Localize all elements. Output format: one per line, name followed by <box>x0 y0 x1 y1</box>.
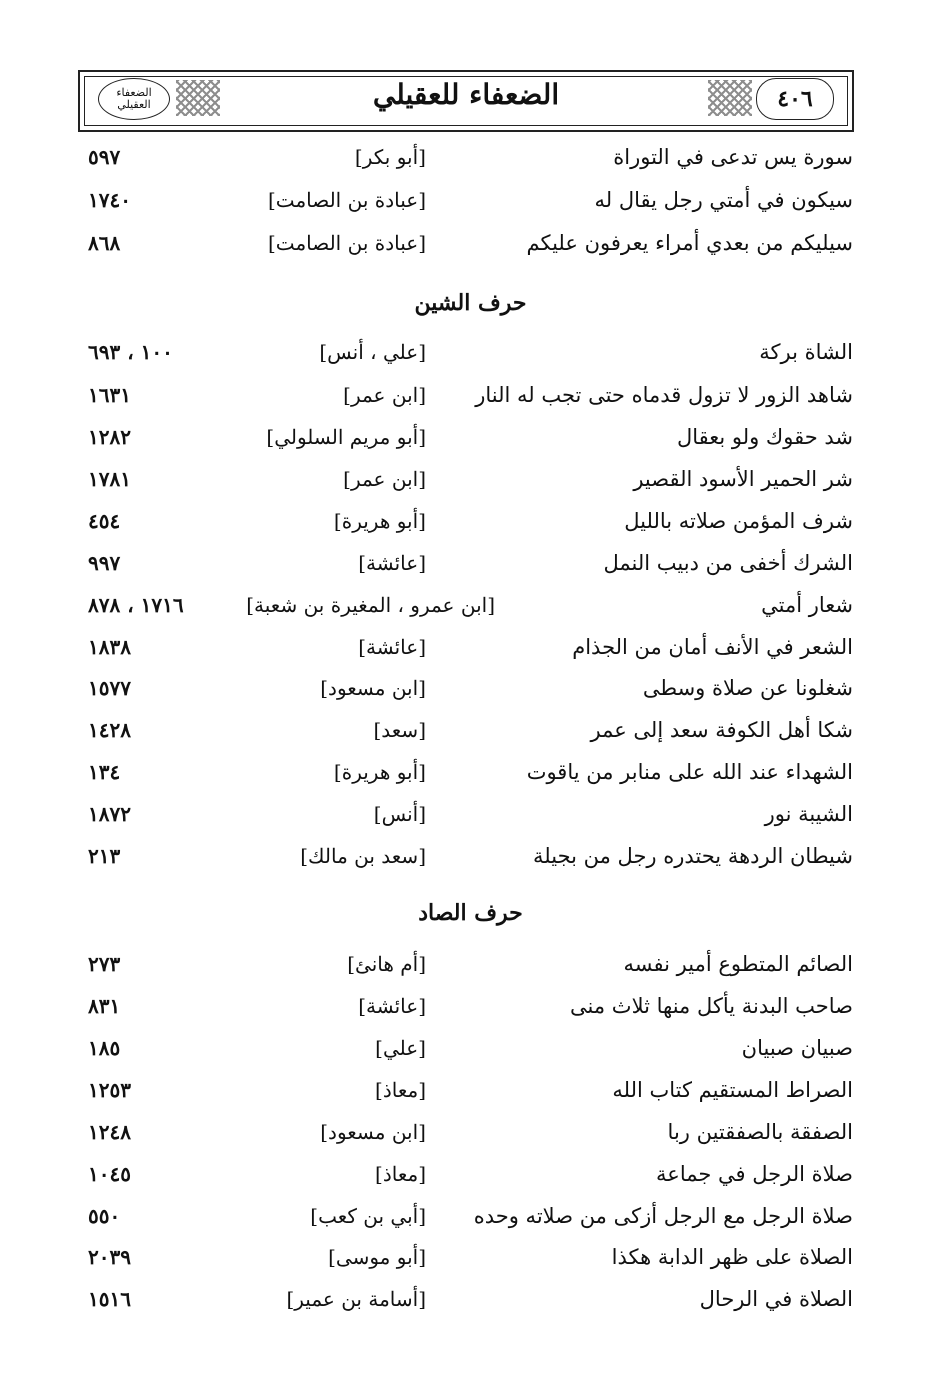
index-entry-row <box>0 1036 941 1072</box>
entry-text: شيطان الردهة يحتدره رجل من بجيلة <box>533 844 853 868</box>
entry-page-number: ٨٦٨ <box>88 231 121 255</box>
index-entry-row <box>0 844 941 880</box>
entry-page-number: ٤٥٤ <box>88 509 121 533</box>
entry-page-number: ١٨٣٨ <box>88 635 131 659</box>
book-seal-logo: الضعفاء العقيلي <box>98 78 170 120</box>
entry-page-number: ١٨٥ <box>88 1036 121 1060</box>
entry-page-number: ١٢٤٨ <box>88 1120 131 1144</box>
index-entry-row <box>0 952 941 988</box>
entry-text: الصفقة بالصفقتين ربا <box>667 1120 853 1144</box>
entry-narrator: [أنس] <box>373 802 426 826</box>
index-entry-row <box>0 509 941 545</box>
entry-narrator: [ابن مسعود] <box>320 676 426 700</box>
entry-text: الشاة بركة <box>759 340 853 364</box>
entry-narrator: [عبادة بن الصامت] <box>268 188 426 212</box>
entry-text: سيكون في أمتي رجل يقال له <box>594 188 853 212</box>
index-entry-row <box>0 1245 941 1281</box>
entry-text: الشيبة نور <box>764 802 853 826</box>
entry-page-number: ١٢٨٢ <box>88 425 131 449</box>
entry-narrator: [أبو مريم السلولي] <box>266 425 426 449</box>
index-entry-row <box>0 802 941 838</box>
entry-page-number: ١٦٣١ <box>88 383 131 407</box>
index-entry-row <box>0 1287 941 1323</box>
index-entry-row <box>0 425 941 461</box>
entry-text: شكا أهل الكوفة سعد إلى عمر <box>590 718 853 742</box>
entry-narrator: [ابن عمر] <box>343 467 426 491</box>
entry-text: شعار أمتي <box>761 593 853 617</box>
index-entry-row <box>0 1120 941 1156</box>
index-entry-row <box>0 1162 941 1198</box>
entry-page-number: ١٤٢٨ <box>88 718 131 742</box>
entry-text: صلاة الرجل في جماعة <box>656 1162 853 1186</box>
entry-narrator: [سعد بن مالك] <box>300 844 426 868</box>
entry-text: شاهد الزور لا تزول قدماه حتى تجب له النار <box>475 383 853 407</box>
entry-narrator: [عائشة] <box>358 635 426 659</box>
entry-page-number: ٥٩٧ <box>88 145 121 169</box>
entry-text: شر الحمير الأسود القصير <box>633 467 853 491</box>
book-title: الضعفاء للعقيلي <box>372 78 560 111</box>
entry-text: الصائم المتطوع أمير نفسه <box>623 952 853 976</box>
index-entry-row <box>0 231 941 267</box>
entry-narrator: [أبي بن كعب] <box>310 1204 426 1228</box>
entry-text: شغلونا عن صلاة وسطى <box>642 676 853 700</box>
entry-page-number: ٢١٣ <box>88 844 121 868</box>
entry-text: صاحب البدنة يأكل منها ثلاث منى <box>570 994 853 1018</box>
index-entry-row <box>0 676 941 712</box>
entry-text: الشرك أخفى من دبيب النمل <box>603 551 853 575</box>
entry-page-number: ١٠٤٥ <box>88 1162 131 1186</box>
entry-page-number: ٩٩٧ <box>88 551 121 575</box>
entry-narrator: [ابن مسعود] <box>320 1120 426 1144</box>
entry-text: الصلاة على ظهر الدابة هكذا <box>611 1245 853 1269</box>
entry-page-number: ١٧٤٠ <box>88 188 131 212</box>
entry-page-number: ٨٣١ <box>88 994 121 1018</box>
index-entry-row <box>0 1204 941 1240</box>
entry-narrator: [علي ، أنس] <box>319 340 426 364</box>
index-entry-row <box>0 551 941 587</box>
running-header <box>78 70 854 132</box>
entry-text: سيليكم من بعدي أمراء يعرفون عليكم <box>526 231 853 255</box>
entry-narrator: [أبو بكر] <box>354 145 426 169</box>
entry-narrator: [عائشة] <box>358 551 426 575</box>
entry-page-number: ١٨٧٢ <box>88 802 131 826</box>
entry-text: شرف المؤمن صلاته بالليل <box>624 509 853 533</box>
entry-page-number: ١٢٥٣ <box>88 1078 131 1102</box>
entry-narrator: [أم هانئ] <box>347 952 426 976</box>
index-entry-row <box>0 760 941 796</box>
entry-narrator: [ابن عمرو ، المغيرة بن شعبة] <box>246 593 495 617</box>
entry-narrator: [سعد] <box>373 718 426 742</box>
index-entry-row <box>0 718 941 754</box>
entry-page-number: ١٥١٦ <box>88 1287 131 1311</box>
entry-page-number: ٥٥٠ <box>88 1204 121 1228</box>
index-entry-row <box>0 593 941 629</box>
entry-narrator: [معاذ] <box>375 1078 426 1102</box>
page-number: ٤٠٦ <box>756 78 834 120</box>
entry-page-number: ١٥٧٧ <box>88 676 131 700</box>
index-entry-row <box>0 145 941 181</box>
entry-narrator: [علي] <box>375 1036 426 1060</box>
entry-page-number: ١٠٠ ، ٦٩٣ <box>88 340 173 364</box>
index-entry-row <box>0 467 941 503</box>
index-entry-row <box>0 188 941 224</box>
entry-narrator: [عائشة] <box>358 994 426 1018</box>
entry-page-number: ١٧١٦ ، ٨٧٨ <box>88 593 184 617</box>
entry-text: صلاة الرجل مع الرجل أزكى من صلاته وحده <box>473 1204 853 1228</box>
index-entry-row <box>0 1078 941 1114</box>
entry-text: الصلاة في الرحال <box>699 1287 853 1311</box>
index-entry-row <box>0 340 941 376</box>
entry-narrator: [عبادة بن الصامت] <box>268 231 426 255</box>
entry-narrator: [أبو موسى] <box>328 1245 426 1269</box>
entry-narrator: [ابن عمر] <box>343 383 426 407</box>
entry-text: سورة يس تدعى في التوراة <box>613 145 853 169</box>
entry-narrator: [معاذ] <box>375 1162 426 1186</box>
entry-text: الصراط المستقيم كتاب الله <box>612 1078 853 1102</box>
entry-page-number: ١٧٨١ <box>88 467 131 491</box>
entry-narrator: [أبو هريرة] <box>333 509 426 533</box>
entry-text: شد حقوك ولو بعقال <box>676 425 853 449</box>
section-heading: حرف الشين <box>414 290 527 316</box>
index-entry-row <box>0 383 941 419</box>
section-heading: حرف الصاد <box>418 900 523 926</box>
entry-text: الشعر في الأنف أمان من الجذام <box>572 635 853 659</box>
entry-narrator: [أبو هريرة] <box>333 760 426 784</box>
entry-page-number: ٢٧٣ <box>88 952 121 976</box>
entry-text: الشهداء عند الله على منابر من ياقوت <box>526 760 853 784</box>
index-entry-row <box>0 994 941 1030</box>
entry-page-number: ١٣٤ <box>88 760 121 784</box>
entry-page-number: ٢٠٣٩ <box>88 1245 131 1269</box>
index-entry-row <box>0 635 941 671</box>
entry-text: صبيان صبيان <box>741 1036 853 1060</box>
entry-narrator: [أسامة بن عمير] <box>286 1287 426 1311</box>
